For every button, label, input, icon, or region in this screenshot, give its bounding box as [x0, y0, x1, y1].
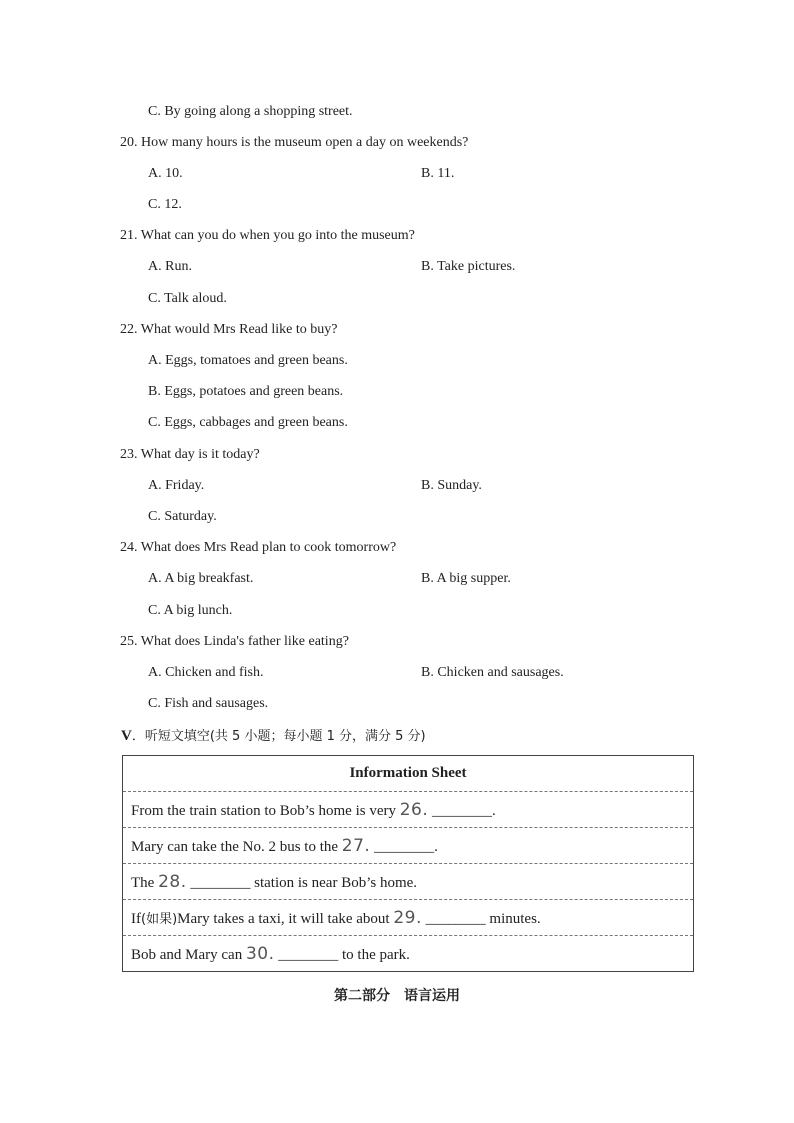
info-row-27-before: Mary can take the No. 2 bus to the [131, 838, 342, 855]
blank-number-28: 28. [158, 871, 187, 892]
section-5-heading [121, 727, 426, 746]
q23-option-c: C. Saturday. [148, 509, 217, 524]
q25-option-c: C. Fish and sausages. [148, 696, 269, 711]
q24-option-b: B. A big supper. [421, 571, 511, 586]
q24-option-c: C. A big lunch. [148, 603, 233, 618]
info-cell-30 [123, 936, 694, 972]
answer-blank-29[interactable]: ________ [425, 910, 486, 927]
q21-option-c: C. Talk aloud. [148, 291, 227, 306]
q20-option-a: A. 10. [148, 166, 183, 181]
blank-number-27: 27. [341, 835, 371, 856]
info-row-29 [123, 900, 694, 936]
info-row-30-after: to the park. [338, 946, 410, 963]
info-cell-27 [123, 828, 694, 864]
info-row-27-after: . [434, 838, 438, 855]
part-2-title: 第二部分 语言运用 [334, 988, 460, 1004]
q20-option-b: B. 11. [421, 166, 455, 181]
answer-blank-30[interactable]: ________ [278, 946, 339, 963]
q24-option-a: A. A big breakfast. [148, 571, 254, 586]
info-row-30-before: Bob and Mary can [131, 946, 246, 963]
q22-option-b: B. Eggs, potatoes and green beans. [148, 384, 344, 399]
info-row-29-after: minutes. [485, 910, 541, 927]
q24-text: 24. What does Mrs Read plan to cook tomorrow? [120, 540, 397, 555]
q21-option-a: A. Run. [148, 259, 192, 274]
q21-option-b: B. Take pictures. [421, 259, 516, 274]
q23-option-a: A. Friday. [148, 478, 205, 493]
q22-option-a: A. Eggs, tomatoes and green beans. [148, 353, 348, 368]
q20-option-c: C. 12. [148, 197, 182, 212]
info-row-26-after: . [492, 802, 496, 819]
blank-number-29: 29. [393, 907, 422, 928]
info-cell-29 [123, 900, 694, 936]
answer-blank-26[interactable]: ________ [432, 802, 493, 819]
answer-blank-28[interactable]: ________ [190, 874, 251, 891]
info-row-28 [123, 864, 694, 900]
q19-option-c: C. By going along a shopping street. [148, 104, 353, 119]
q25-option-b: B. Chicken and sausages. [421, 665, 564, 680]
info-cell-28 [123, 864, 694, 900]
answer-blank-27[interactable]: ________ [374, 838, 435, 855]
info-row-30 [123, 936, 694, 972]
blank-number-30: 30. [245, 943, 275, 964]
info-cell-26 [123, 792, 694, 828]
q25-option-a: A. Chicken and fish. [148, 665, 264, 680]
q20-text: 20. How many hours is the museum open a day on weekends? [120, 135, 469, 150]
section-5-title: ．听短文填空(共 5 小题；每小题 1 分，满分 5 分) [131, 729, 426, 744]
info-sheet-title: Information Sheet [349, 765, 467, 781]
q22-text: 22. What would Mrs Read like to buy? [120, 322, 338, 337]
info-row-27 [123, 828, 694, 864]
info-row-29-cn-note: (如果) [141, 911, 178, 927]
q23-option-b: B. Sunday. [421, 478, 482, 493]
info-row-28-after: station is near Bob’s home. [250, 874, 418, 891]
q23-text: 23. What day is it today? [120, 447, 260, 462]
info-row-28-before: The [131, 874, 159, 891]
info-row-29-if: If [131, 910, 141, 927]
section-5-roman: V [121, 728, 132, 744]
q21-text: 21. What can you do when you go into the museum? [120, 228, 415, 243]
info-row-29-before: Mary takes a taxi, it will take about [177, 910, 394, 927]
info-row-26 [123, 792, 694, 828]
q22-option-c: C. Eggs, cabbages and green beans. [148, 415, 348, 430]
blank-number-26: 26. [399, 799, 429, 820]
info-title-row [123, 756, 694, 792]
info-row-26-before: From the train station to Bob’s home is very [131, 802, 400, 819]
information-sheet-table [122, 755, 694, 972]
q25-text: 25. What does Linda's father like eating? [120, 634, 349, 649]
